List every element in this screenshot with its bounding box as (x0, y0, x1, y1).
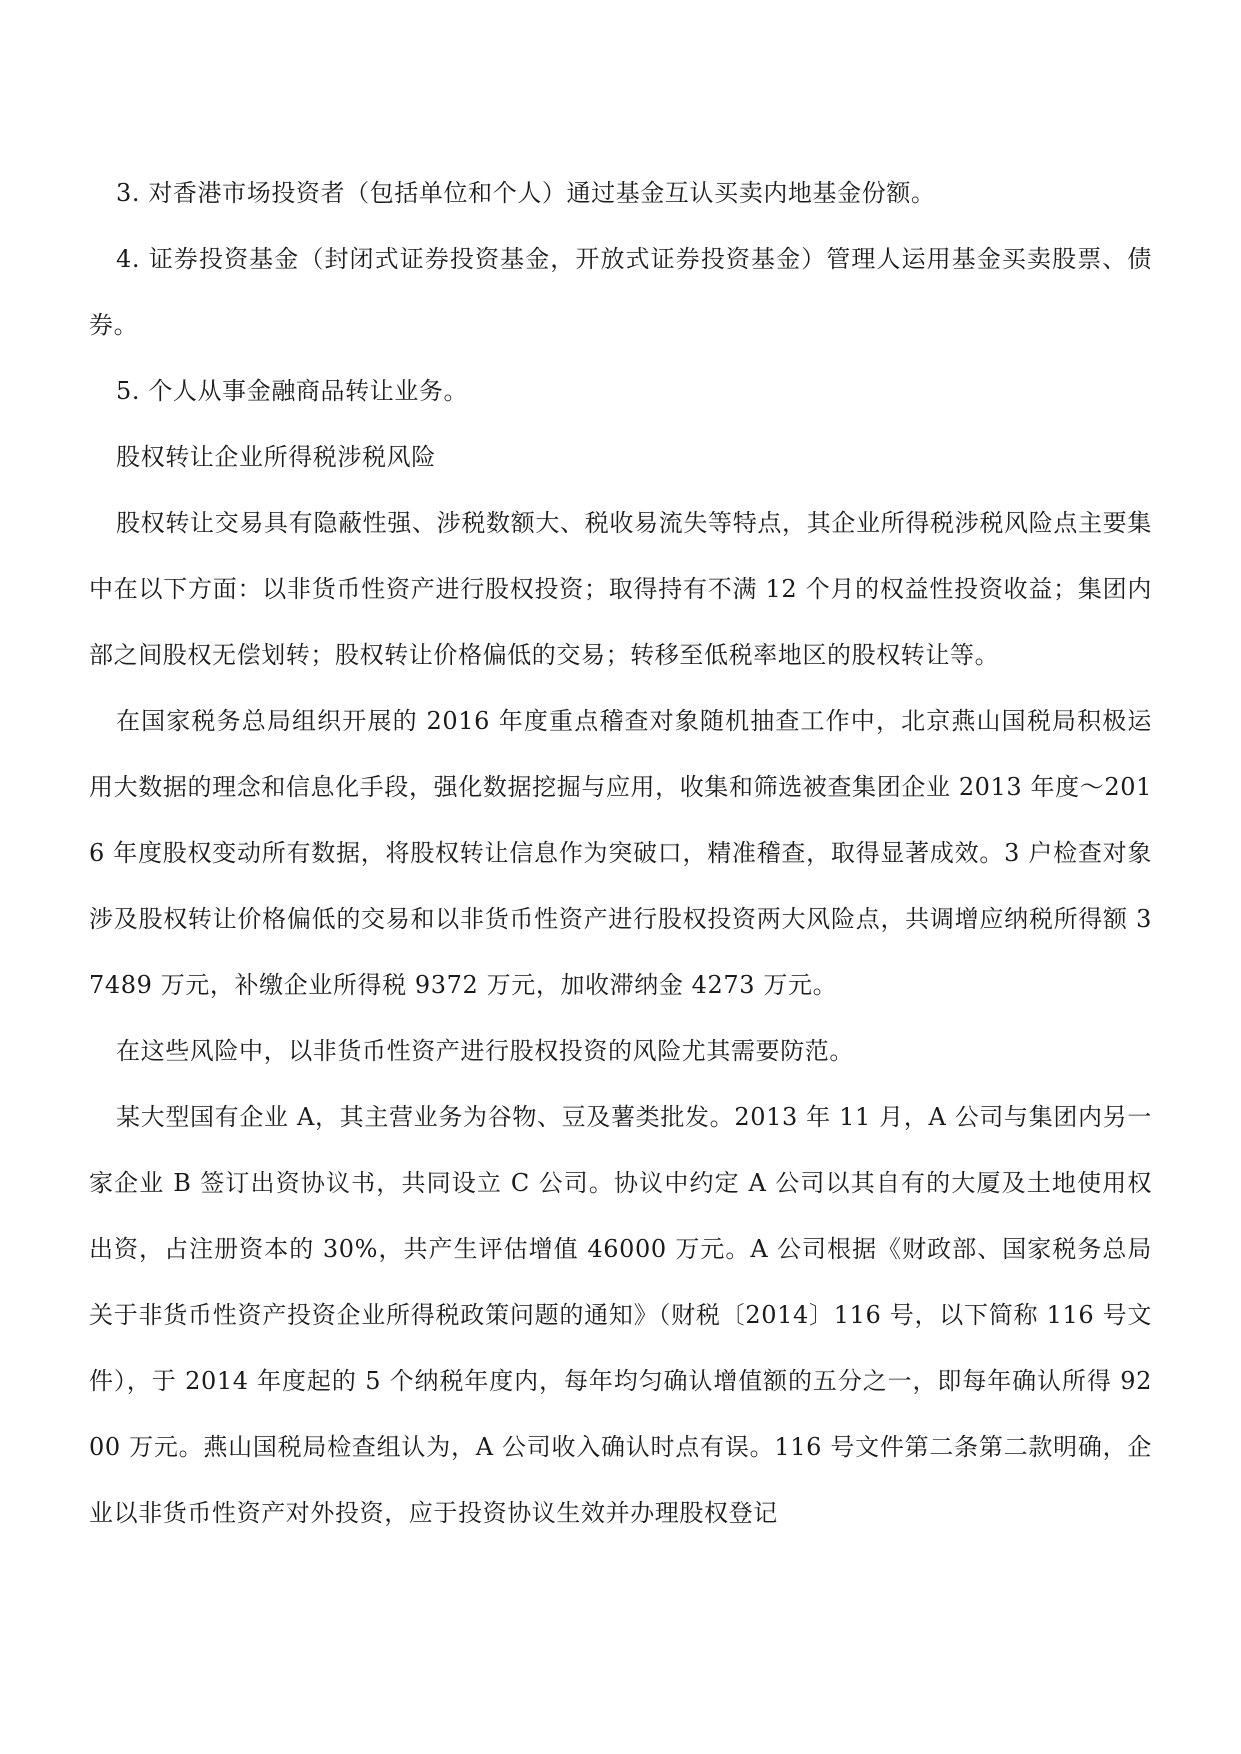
document-body (89, 160, 1152, 1546)
paragraph-company-example: 某大型国有企业 A，其主营业务为谷物、豆及薯类批发。2013 年 11 月，A 公司与集团内另一家企业 B 签订出资协议书，共同设立 C 公司。协议中约定 A 公司以其自有的大厦及土地使用权出资，占注册资本的 30%，共产生评估增值 46000 万元。A 公司根据《财政部、国家税务总局关于非货币性资产投资企业所得税政策问题的通知》（财税〔2014〕116 号，以下简称 116 号文件），于 2014 年度起的 5 个纳税年度内，每年均匀确认增值额的五分之一，即每年确认所得 9200 万元。燕山国税局检查组认为，A 公司收入确认时点有误。116 号文件第二条第二款明确，企业以非货币性资产对外投资，应于投资协议生效并办理股权登记 (89, 1103, 1152, 1527)
paragraph-audit-case: 在国家税务总局组织开展的 2016 年度重点稽查对象随机抽查工作中，北京燕山国税局积极运用大数据的理念和信息化手段，强化数据挖掘与应用，收集和筛选被查集团企业 2013 年度～2016 年度股权变动所有数据，将股权转让信息作为突破口，精准稽查，取得显著成效。3 户检查对象涉及股权转让价格偏低的交易和以非货币性资产进行股权投资两大风险点，共调增应纳税所得额 37489 万元，补缴企业所得税 9372 万元，加收滞纳金 4273 万元。 (89, 707, 1152, 999)
section-heading: 股权转让企业所得税涉税风险 (116, 443, 436, 471)
paragraph-item-4: 4. 证券投资基金（封闭式证券投资基金，开放式证券投资基金）管理人运用基金买卖股票、债券。 (89, 245, 1152, 339)
paragraph-risk-note: 在这些风险中，以非货币性资产进行股权投资的风险尤其需要防范。 (116, 1037, 854, 1065)
paragraph-risk-overview: 股权转让交易具有隐蔽性强、涉税数额大、税收易流失等特点，其企业所得税涉税风险点主要集中在以下方面：以非货币性资产进行股权投资；取得持有不满 12 个月的权益性投资收益；集团内部之间股权无偿划转；股权转让价格偏低的交易；转移至低税率地区的股权转让等。 (89, 509, 1152, 669)
paragraph-item-5: 5. 个人从事金融商品转让业务。 (116, 377, 469, 405)
paragraph-item-3: 3. 对香港市场投资者（包括单位和个人）通过基金互认买卖内地基金份额。 (116, 179, 936, 207)
